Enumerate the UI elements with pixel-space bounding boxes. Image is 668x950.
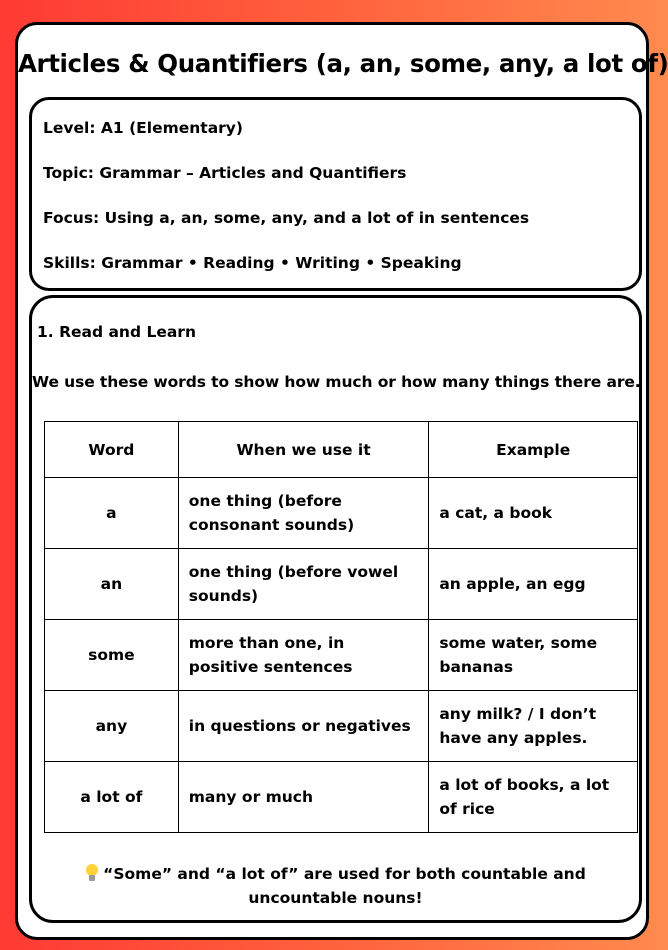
table-header-row — [45, 422, 638, 478]
cell-usage: one thing (before vowel sounds) — [178, 549, 429, 620]
lightbulb-icon — [85, 864, 99, 882]
table-row — [45, 762, 638, 833]
header-example: Example — [429, 422, 638, 478]
cell-example: a lot of books, a lot of rice — [429, 762, 638, 833]
cell-usage: more than one, in positive sentences — [178, 620, 429, 691]
cell-word: a lot of — [45, 762, 179, 833]
cell-usage: one thing (before consonant sounds) — [178, 478, 429, 549]
cell-example: a cat, a book — [429, 478, 638, 549]
section-intro: We use these words to show how much or how many things there are. — [32, 373, 641, 391]
skills-text: Skills: Grammar • Reading • Writing • Speaking — [43, 254, 462, 272]
cell-usage: in questions or negatives — [178, 691, 429, 762]
cell-word: an — [45, 549, 179, 620]
read-and-learn-section — [29, 295, 642, 923]
table-row — [45, 549, 638, 620]
quantifier-table — [44, 421, 638, 833]
cell-example: an apple, an egg — [429, 549, 638, 620]
tip-text: “Some” and “a lot of” are used for both countable and uncountable nouns! — [103, 865, 586, 907]
cell-word: a — [45, 478, 179, 549]
cell-usage: many or much — [178, 762, 429, 833]
table-row — [45, 691, 638, 762]
focus-text: Focus: Using a, an, some, any, and a lot of in sentences — [43, 209, 530, 227]
page-title: Articles & Quantifiers (a, an, some, any, a lot of) — [18, 49, 668, 78]
level-text: Level: A1 (Elementary) — [43, 119, 243, 137]
header-usage: When we use it — [178, 422, 429, 478]
worksheet-card — [15, 22, 668, 940]
cell-example: some water, some bananas — [429, 620, 638, 691]
cell-word: some — [45, 620, 179, 691]
cell-word: any — [45, 691, 179, 762]
table-row — [45, 478, 638, 549]
tip-note — [32, 862, 639, 910]
topic-text: Topic: Grammar – Articles and Quantifiers — [43, 164, 407, 182]
header-word: Word — [45, 422, 179, 478]
info-box — [29, 97, 642, 291]
cell-example: any milk? / I don’t have any apples. — [429, 691, 638, 762]
table-row — [45, 620, 638, 691]
section-heading: 1. Read and Learn — [37, 323, 196, 341]
